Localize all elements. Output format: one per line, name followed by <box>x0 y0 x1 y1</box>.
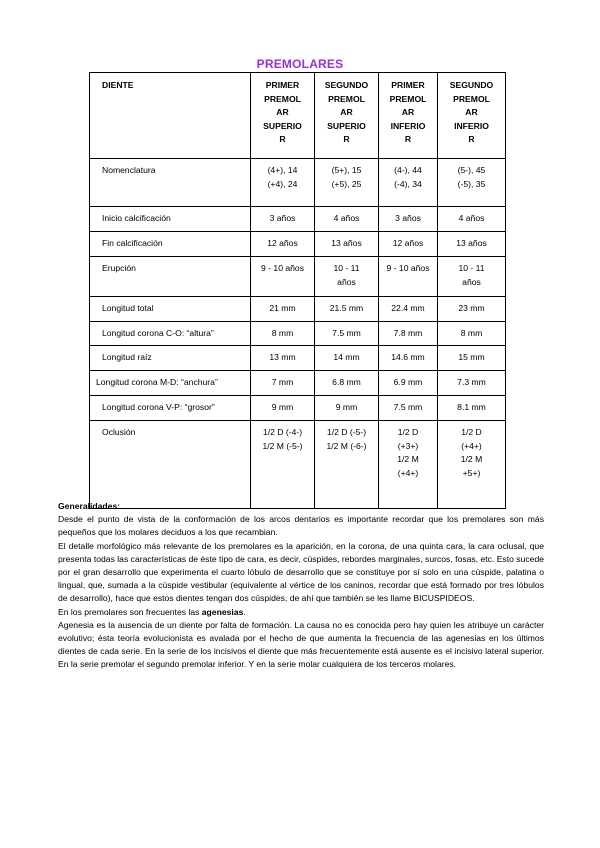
table-row <box>90 371 506 396</box>
page-title: PREMOLARES <box>256 57 344 71</box>
table-row <box>90 322 506 346</box>
table-cell: 14 mm <box>315 346 379 371</box>
table-cell: 4 años <box>438 207 506 232</box>
table-cell: (5+), 15 (+5), 25 <box>315 159 379 207</box>
table-cell: 7.5 mm <box>315 322 379 346</box>
table-cell: 3 años <box>251 207 315 232</box>
header-cell-segundo-premolar-superior: SEGUNDO PREMOL AR SUPERIO R <box>315 73 379 159</box>
agenesias-term: agenesias <box>201 606 244 617</box>
table-cell: 6.8 mm <box>315 371 379 396</box>
table-cell: 13 años <box>315 232 379 257</box>
table-cell: 12 años <box>379 232 438 257</box>
premolars-table <box>89 72 506 509</box>
table-cell: (4+), 14 (+4), 24 <box>251 159 315 207</box>
generalidades-paragraph-1: Desde el punto de vista de la conformación de los arcos dentarios es importante recordar que los premolares son más pequeños que los molares deciduos a los que recambian. <box>58 514 544 538</box>
table-row <box>90 257 506 297</box>
table-cell: 10 - 11 años <box>315 257 379 297</box>
row-label: Fin calcificación <box>90 232 251 257</box>
table-cell: 7.8 mm <box>379 322 438 346</box>
table-cell: 12 años <box>251 232 315 257</box>
table-cell: 7.5 mm <box>379 396 438 421</box>
table-cell: 10 - 11 años <box>438 257 506 297</box>
table-cell: 1/2 D (+3+) 1/2 M (+4+) <box>379 421 438 509</box>
row-label: Longitud corona V-P: “grosor” <box>90 396 251 421</box>
header-cell-primer-premolar-inferior: PRIMER PREMOL AR INFERIO R <box>379 73 438 159</box>
row-label: Longitud raíz <box>90 346 251 371</box>
row-label: Longitud corona M-D: “anchura” <box>90 371 251 396</box>
generalidades-paragraph-4: Agenesia es la ausencia de un diente por falta de formación. La causa no es conocida pero hay quien les atribuye un carácter evolutivo; ésta teoría evolucionista es avalada por el hecho de que aumenta la frecuencia de las agenesias en los últimos dientes de cada serie. En la serie de los incisivos el diente que más frecuentemente está ausente es el incisivo lateral superior. En la serie premolar el segundo premolar inferior. Y en la serie molar cualquiera de los terceros molares. <box>58 619 544 670</box>
header-row <box>90 73 506 159</box>
table-cell: 7 mm <box>251 371 315 396</box>
table-row <box>90 346 506 371</box>
table-cell: 22.4 mm <box>379 297 438 322</box>
table-cell: 3 años <box>379 207 438 232</box>
generalidades-section <box>58 500 544 672</box>
generalidades-paragraph-2: El detalle morfológico más relevante de los premolares es la aparición, en la corona, de una quinta cara, la cara oclusal, que presenta todas las características de éste tipo de cara, es decir, cúspides, rebordes marginales, surcos, fosas, etc. Esto sucede por el gran desarrollo que experimenta el cuarto lóbulo de desarrollo que se constituye por sí solo en una cúspide, palatina o lingual, que, sumada a la cúspide vestibular (equivalente al vértice de los caninos, recordar que está formado por tres lóbulos de desarrollo), hace que estos dientes tengan dos cúspides, de ahí que también se les llame BICUSPIDEOS. <box>58 540 544 604</box>
table-cell: 7.3 mm <box>438 371 506 396</box>
table-cell: 14.6 mm <box>379 346 438 371</box>
table-row <box>90 159 506 207</box>
table-cell: 4 años <box>315 207 379 232</box>
table-cell: 9 - 10 años <box>251 257 315 297</box>
table-cell: 21.5 mm <box>315 297 379 322</box>
row-label: Inicio calcificación <box>90 207 251 232</box>
paragraph-3-end: . <box>243 606 246 617</box>
table-cell: (4-), 44 (-4), 34 <box>379 159 438 207</box>
table-cell: (5-), 45 (-5), 35 <box>438 159 506 207</box>
table-cell: 8 mm <box>438 322 506 346</box>
row-label: Erupción <box>90 257 251 297</box>
header-cell-diente: DIENTE <box>90 73 251 159</box>
row-label: Nomenclatura <box>90 159 251 207</box>
row-label: Longitud total <box>90 297 251 322</box>
generalidades-heading: Generalidades: <box>58 501 121 511</box>
table-cell: 21 mm <box>251 297 315 322</box>
table-cell: 9 mm <box>315 396 379 421</box>
table-cell: 9 mm <box>251 396 315 421</box>
table-cell: 13 años <box>438 232 506 257</box>
table-row <box>90 297 506 322</box>
table-cell: 15 mm <box>438 346 506 371</box>
table-cell: 1/2 D (-5-) 1/2 M (-6-) <box>315 421 379 509</box>
table-row <box>90 396 506 421</box>
header-cell-segundo-premolar-inferior: SEGUNDO PREMOL AR INFERIO R <box>438 73 506 159</box>
table-row <box>90 421 506 509</box>
table-cell: 9 - 10 años <box>379 257 438 297</box>
table-cell: 23 mm <box>438 297 506 322</box>
table-row <box>90 207 506 232</box>
table-cell: 1/2 D (-4-) 1/2 M (-5-) <box>251 421 315 509</box>
header-cell-primer-premolar-superior: PRIMER PREMOL AR SUPERIO R <box>251 73 315 159</box>
table-cell: 1/2 D (+4+) 1/2 M +5+) <box>438 421 506 509</box>
table-cell: 13 mm <box>251 346 315 371</box>
row-label: Oclusión <box>90 421 251 509</box>
paragraph-3-text: En los premolares son frecuentes las <box>58 606 202 617</box>
row-label: Longitud corona C-O: “altura” <box>90 322 251 346</box>
table-row <box>90 232 506 257</box>
table-cell: 8.1 mm <box>438 396 506 421</box>
generalidades-paragraph-3 <box>58 606 544 619</box>
table-cell: 8 mm <box>251 322 315 346</box>
table-cell: 6.9 mm <box>379 371 438 396</box>
